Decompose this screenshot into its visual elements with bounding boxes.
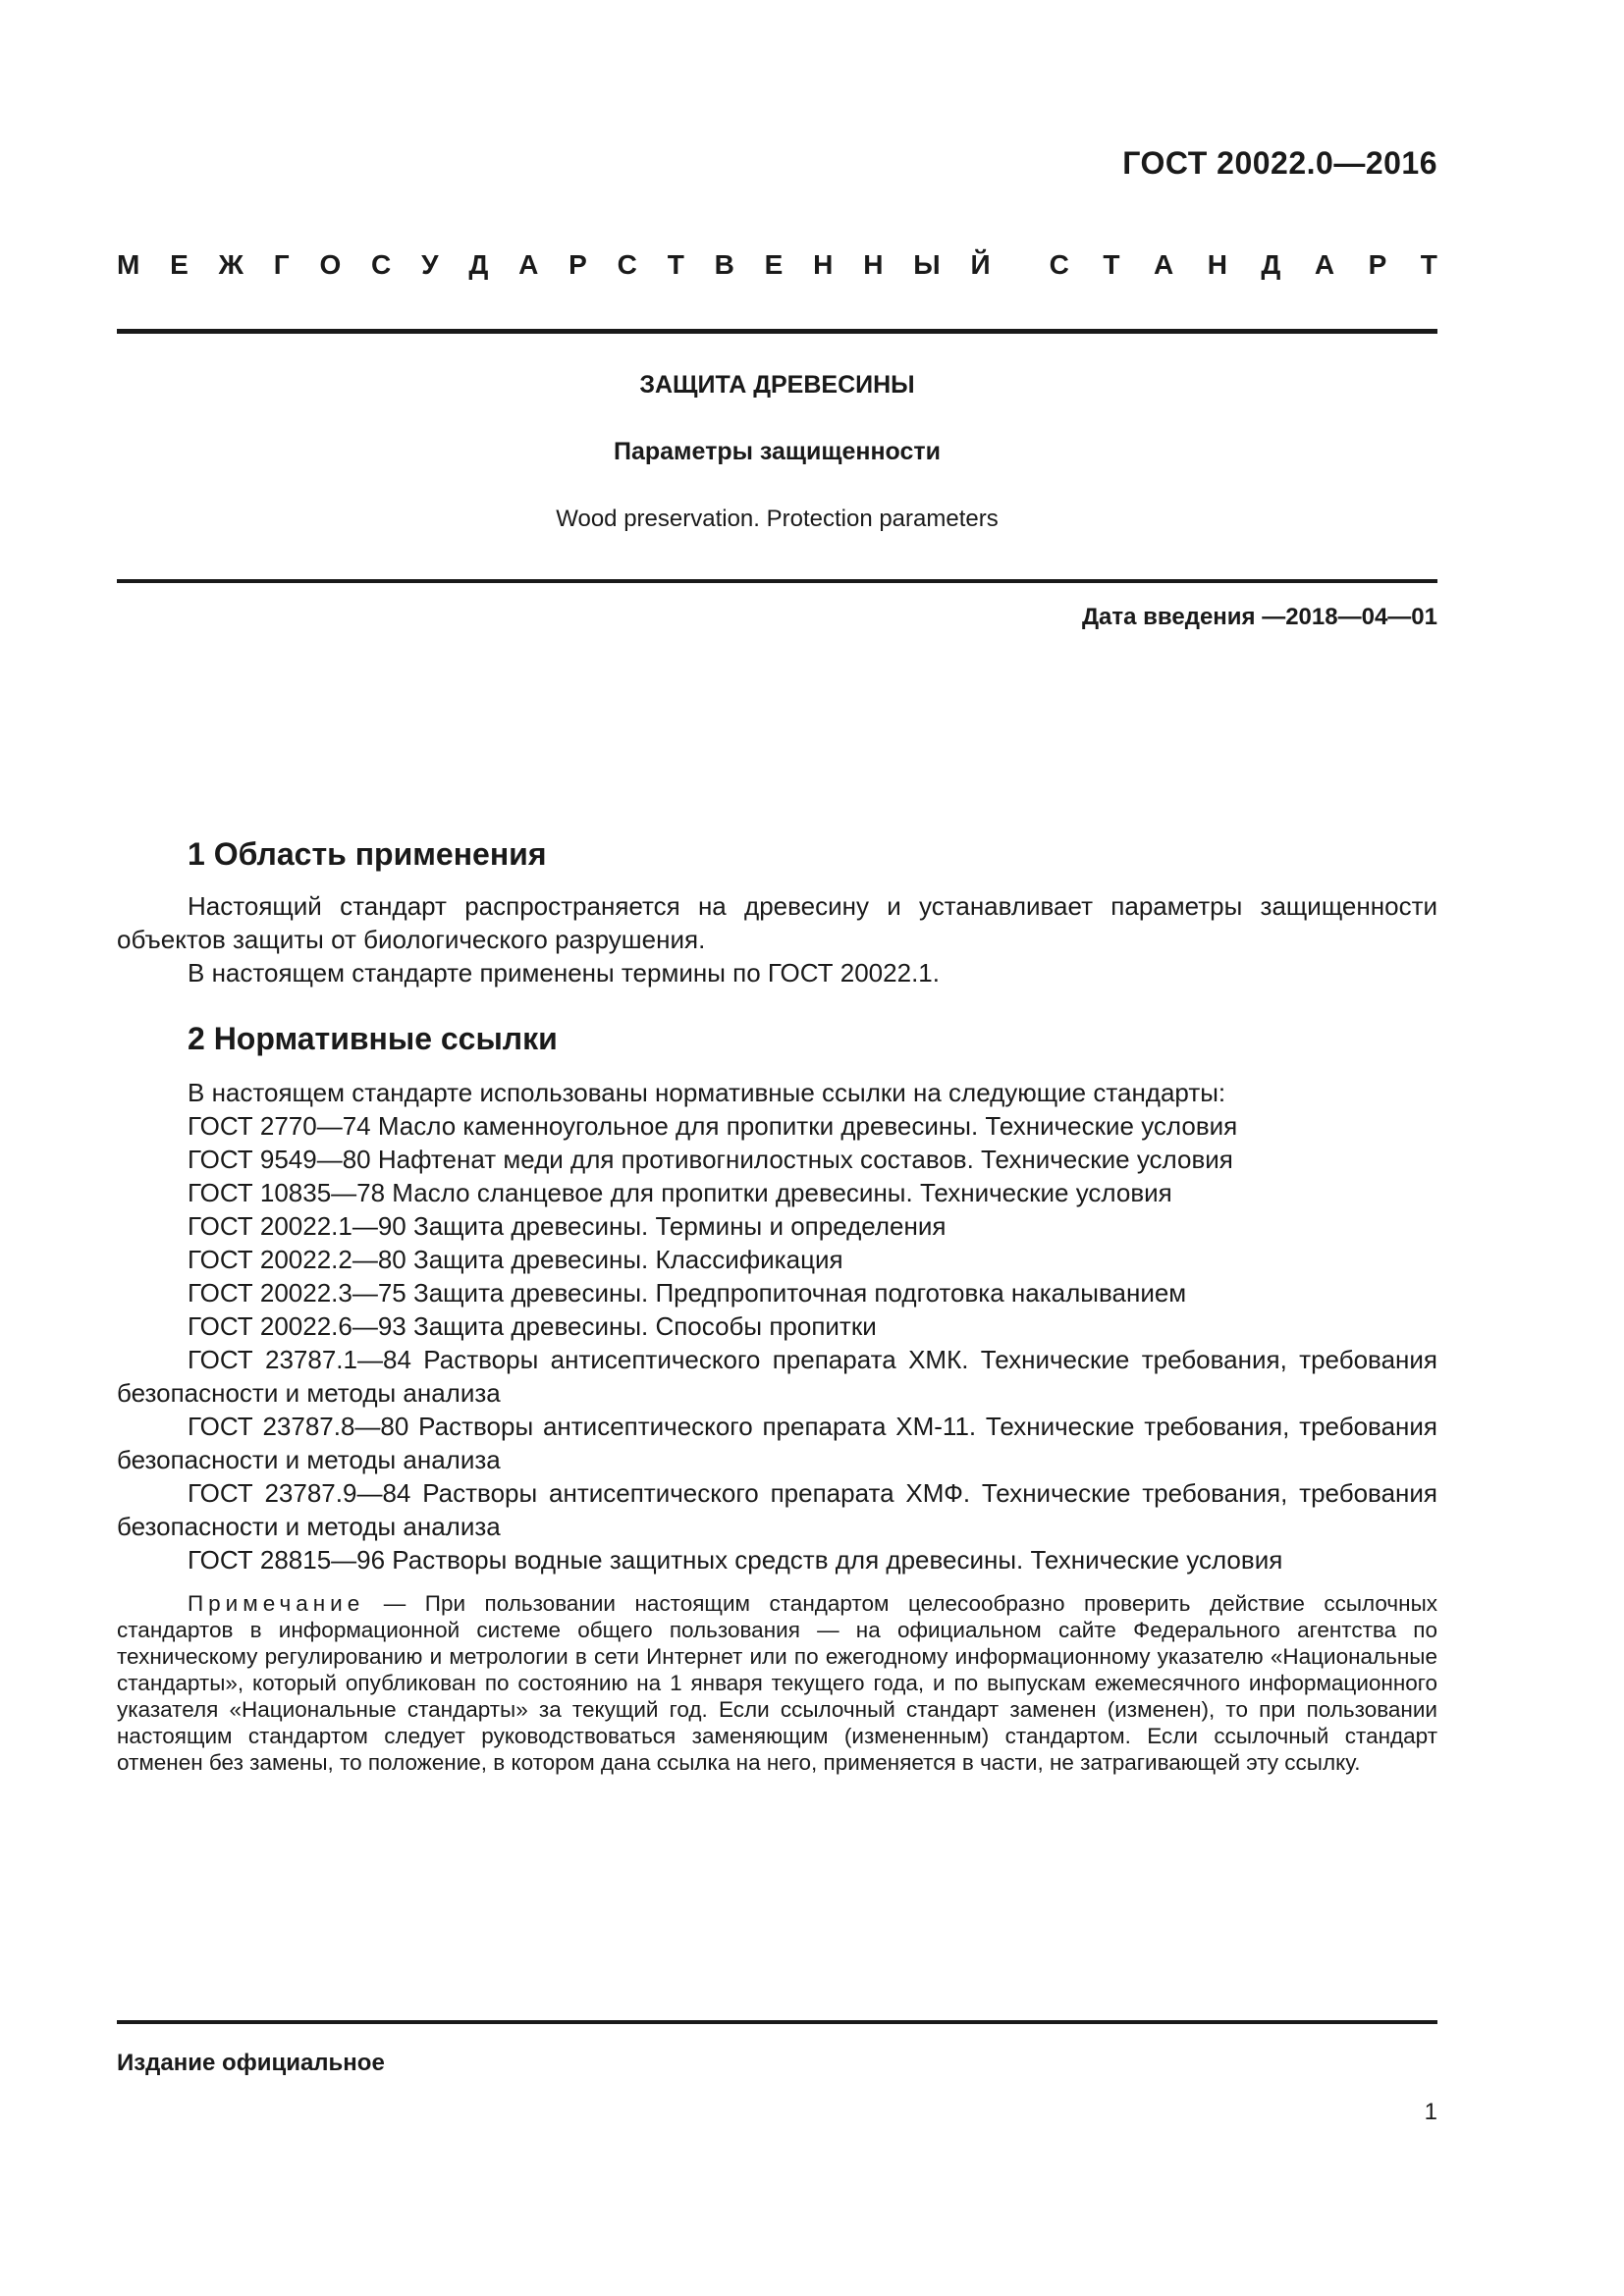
banner-letter: В [714, 249, 734, 280]
section-2 [117, 1019, 1437, 1776]
document-number: ГОСТ 20022.0—2016 [1122, 145, 1437, 181]
banner-letter: Т [1103, 249, 1120, 280]
section-2-intro: В настоящем стандарте использованы нормативные ссылки на следующие стандарты: [188, 1078, 1226, 1107]
reference-item: ГОСТ 23787.8—80 Растворы антисептического препарата ХМ-11. Технические требования, требования безопасности и методы анализа [117, 1412, 1437, 1474]
standard-type-banner [117, 249, 1437, 281]
banner-letter: Н [863, 249, 884, 280]
reference-item: ГОСТ 20022.2—80 Защита древесины. Классификация [188, 1245, 843, 1274]
banner-letter: У [421, 249, 439, 280]
note [117, 1590, 1437, 1776]
reference-item: ГОСТ 28815—96 Растворы водные защитных средств для древесины. Технические условия [188, 1545, 1283, 1575]
banner-letter: Т [1420, 249, 1437, 280]
banner-letter: С [371, 249, 392, 280]
section-2-heading: 2 Нормативные ссылки [188, 1021, 558, 1056]
banner-letter: С [617, 249, 637, 280]
reference-item: ГОСТ 20022.3—75 Защита древесины. Предпропиточная подготовка накалыванием [188, 1278, 1187, 1308]
header-rule [117, 329, 1437, 334]
title-rule [117, 579, 1437, 583]
banner-letter: Ы [913, 249, 941, 280]
banner-letter: Е [764, 249, 784, 280]
note-text: — При пользовании настоящим стандартом целесообразно проверить действие ссылочных стандартов в информационной системе общего пользования — на официальном сайте Федерального агентства по техническому регулированию и метрологии в сети Интернет или по ежегодному информационному указателю «Национальные стандарты», который опубликован по состоянию на 1 января текущего года, и по выпускам ежемесячного информационного указателя «Национальные стандарты» за текущий год. Если ссылочный стандарт заменен (изменен), то при пользовании настоящим стандартом следует руководствоваться заменяющим (измененным) стандартом. Если ссылочный стандарт отменен без замены, то положение, в котором дана ссылка на него, применяется в части, не затрагивающей эту ссылку. [117, 1591, 1437, 1775]
introduction-date: Дата введения —2018—04—01 [1081, 604, 1437, 630]
banner-letter: Ж [218, 249, 244, 280]
reference-item: ГОСТ 9549—80 Нафтенат меди для противогнилостных составов. Технические условия [188, 1145, 1233, 1174]
banner-letter: О [319, 249, 342, 280]
banner-letter: Е [170, 249, 189, 280]
banner-letter: А [1153, 249, 1174, 280]
footer-rule [117, 2020, 1437, 2024]
page-number: 1 [1424, 2099, 1437, 2125]
reference-item: ГОСТ 23787.9—84 Растворы антисептического препарата ХМФ. Технические требования, требования безопасности и методы анализа [117, 1478, 1437, 1541]
reference-item: ГОСТ 2770—74 Масло каменноугольное для пропитки древесины. Технические условия [188, 1111, 1238, 1141]
reference-item: ГОСТ 10835—78 Масло сланцевое для пропитки древесины. Технические условия [188, 1178, 1172, 1207]
banner-letter: Д [1261, 249, 1281, 280]
section-1-paragraph: Настоящий стандарт распространяется на древесину и устанавливает параметры защищенности объектов защиты от биологического разрушения. [117, 891, 1437, 954]
standard-type-word1 [117, 249, 991, 281]
reference-item: ГОСТ 20022.6—93 Защита древесины. Способы пропитки [188, 1311, 877, 1341]
banner-letter: Н [1207, 249, 1227, 280]
banner-letter: М [117, 249, 140, 280]
banner-letter: Й [970, 249, 991, 280]
banner-letter: С [1049, 249, 1069, 280]
reference-item: ГОСТ 23787.1—84 Растворы антисептического препарата ХМК. Технические требования, требования безопасности и методы анализа [117, 1345, 1437, 1408]
document-body [117, 834, 1437, 1798]
document-title: ЗАЩИТА ДРЕВЕСИНЫ [639, 371, 915, 399]
reference-item: ГОСТ 20022.1—90 Защита древесины. Термины и определения [188, 1211, 947, 1241]
banner-letter: Г [273, 249, 290, 280]
banner-letter: Р [568, 249, 587, 280]
english-title: Wood preservation. Protection parameters [556, 506, 999, 532]
note-label: Примечание [188, 1591, 365, 1616]
banner-letter: Д [468, 249, 489, 280]
banner-letter: Р [1368, 249, 1387, 280]
section-1-paragraph: В настоящем стандарте применены термины по ГОСТ 20022.1. [188, 958, 940, 988]
standard-type-word2 [1050, 249, 1437, 281]
edition-label: Издание официальное [117, 2050, 385, 2076]
banner-letter: А [1314, 249, 1335, 280]
banner-letter: А [518, 249, 539, 280]
section-1-heading: 1 Область применения [188, 836, 547, 872]
document-subtitle: Параметры защищенности [613, 438, 942, 465]
banner-letter: Н [813, 249, 834, 280]
banner-letter: Т [667, 249, 684, 280]
